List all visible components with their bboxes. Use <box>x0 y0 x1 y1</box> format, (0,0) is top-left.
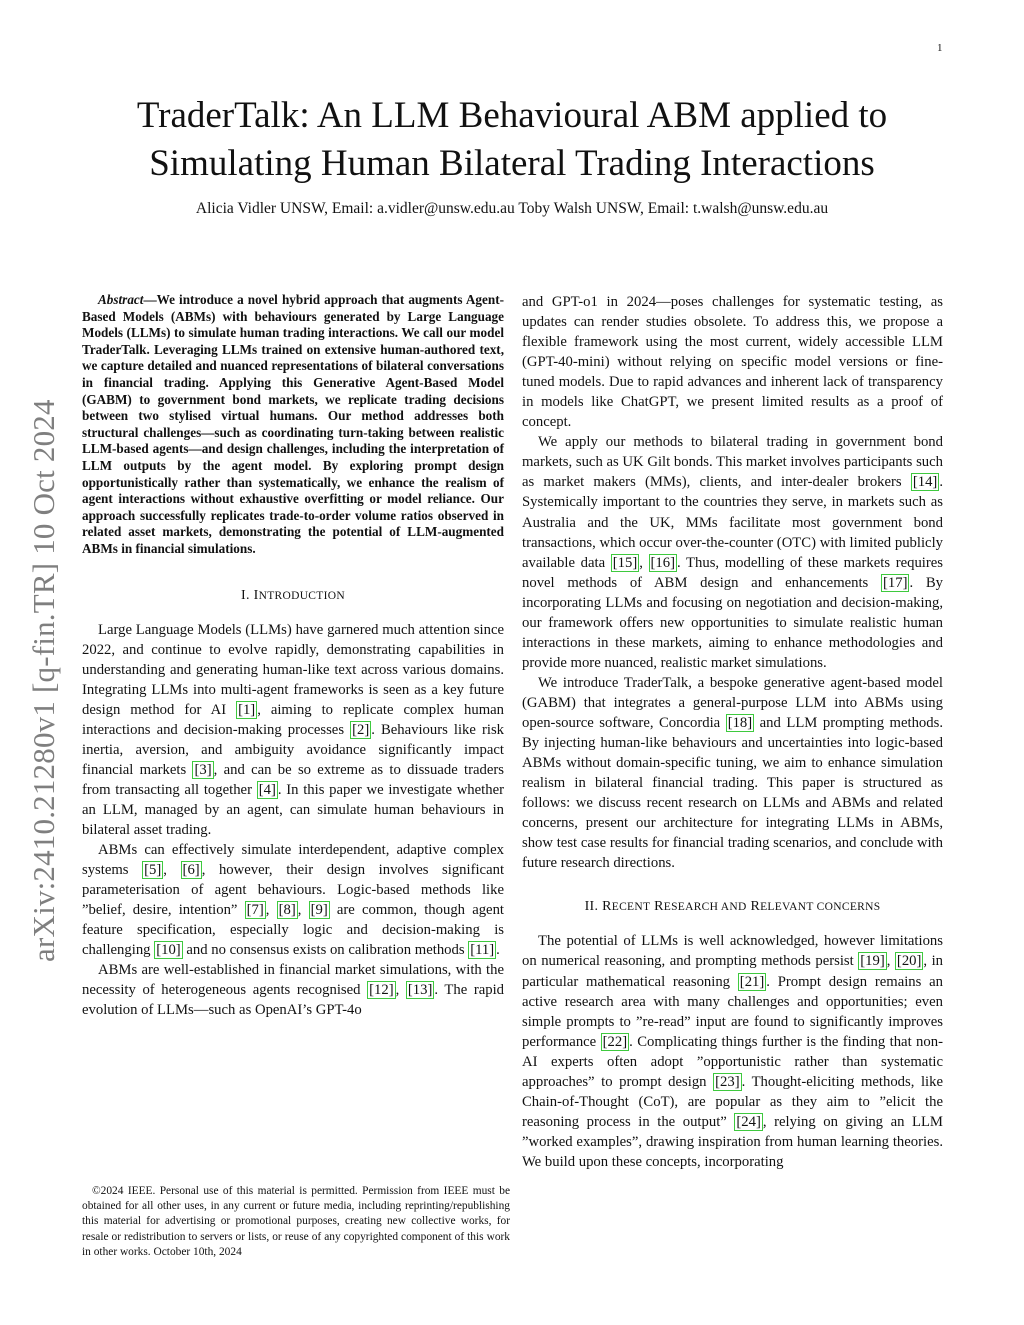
citation-link[interactable]: [7] <box>246 902 264 919</box>
right-paragraph-3: We introduce TraderTalk, a bespoke generative agent-based model (GABM) that integrates a general-purpose LLM into ABMs using open-source software, Concordia [18] and LLM prompting methods. By injecting human-like behaviours and uncertainties into logic-based ABMs without domain-specific tuning, we aim to enhance simulation realism in bilateral financial trading. This paper is structured as follows: we discuss recent research on LLMs and ABMs and related concerns, present our architecture for integrating LLMs in ABMs, show test case results for financial trading scenarios, and conclude with future research directions. <box>522 674 943 872</box>
right-paragraph-4: The potential of LLMs is well acknowledged, however limitations on numerical reasoning, and prompting methods persist [19] , [20] , in particular mathematical reasoning [21] . Prompt design remains an active research area with many challenges and opportunities; even simple prompts to ”re-read” input are found to significantly improves performance [22] . Complicating things further is the finding that non-AI experts often adopt ”opportunistic rather than systematic approaches” to prompt design [23] . Thought-eliciting methods, like Chain-of-Thought (CoT), are popular as they aim to ”elicit the reasoning process in the output” [24] , relying on giving an LLM ”worked examples”, drawing inspiration from human learning theories. We build upon these concepts, incorporating <box>522 933 944 1170</box>
citation-link[interactable]: [21] <box>739 973 765 990</box>
title-line-1: TraderTalk: An LLM Behavioural ABM applied to <box>136 95 888 136</box>
section-title-rest: NTRODUCTION <box>258 589 345 602</box>
citation-link[interactable]: [23] <box>715 1073 740 1090</box>
citation-link[interactable]: [17] <box>882 574 908 591</box>
abstract-text: —We introduce a novel hybrid approach that augments Agent-Based Models (ABMs) with behaviours generated by Large Language Models (LLMs) to simulate human trading interactions. We call our model TraderTalk. Leveraging LLMs trained on extensive human-authored text, we capture detailed and nuanced representations of bilateral conversations in financial trading. Applying this Generative Agent-Based Model (GABM) to government bond markets, we replicate trading decisions between two stylised virtual humans. Our method addresses both structural challenges—such as coordinating turn-taking between realistic LLM-based agents—and design challenges, including the interpretation of LLM outputs by the agent model. By exploring prompt design opportunistically rather than systematically, we enhance the realism of agent interactions without exhaustive overfitting or model reliance. Our approach successfully replicates trade-to-order volume ratios observed in related asset markets, demonstrating the potential of LLM-augmented ABMs in financial simulations. <box>82 292 504 556</box>
citation-link[interactable]: [19] <box>860 953 885 970</box>
citation-link[interactable]: [14] <box>912 474 938 491</box>
author-line: Alicia Vidler UNSW, Email: a.vidler@unsw.edu.au Toby Walsh UNSW, Email: t.walsh@unsw.edu.au <box>195 200 829 217</box>
citation-link[interactable]: [12] <box>369 982 394 999</box>
intro-paragraph-1: Large Language Models (LLMs) have garnered much attention since 2022, and continue to evolve rapidly, demonstrating capabilities in understanding and generating human-like text across various domains. Integrating LLMs into multi-agent frameworks is seen as a key future design method for AI [1] , aiming to replicate complex human interactions and decision-making processes [2] . Behaviours like risk inertia, aversion, and ambiguity avoidance significantly impact financial markets [3] , and can be so extreme as to dissuade traders from transacting all together [4] . In this paper we investigate whether an LLM, managed by an agent, can simulate human behaviours in bilateral asset trading. <box>82 621 505 839</box>
citation-link[interactable]: [11] <box>470 942 495 959</box>
citation-link[interactable]: [2] <box>352 721 370 738</box>
citation-link[interactable]: [6] <box>182 862 200 879</box>
abstract <box>82 292 504 558</box>
section-number: II. <box>584 899 599 915</box>
citation-link[interactable]: [3] <box>194 761 212 778</box>
right-paragraph-2: We apply our methods to bilateral trading in government bond markets, such as UK Gilt bonds. This market involves participants such as market makers (MMs), clients, and inter-dealer brokers [14] . Systemically important to the countries they serve, in markets such as Australia and the UK, MMs facilitate most government bond transactions, which occur over-the-counter (OTC) with limited publicly available data [15] , [16] . Thus, modelling of these markets requires novel methods of ABM design and enhancements [17] . By incorporating LLMs and focusing on negotiation and decision-making, our framework offers new opportunities to simulate realistic human interactions in these markets, aiming to enhance methodologies and provide more nuanced, realistic market simulations. <box>522 434 944 671</box>
citation-link[interactable]: [13] <box>407 982 433 999</box>
citation-link[interactable]: [16] <box>650 554 676 571</box>
citation-link[interactable]: [18] <box>727 714 753 731</box>
citation-link[interactable]: [4] <box>258 781 276 798</box>
citation-link[interactable]: [22] <box>602 1033 628 1050</box>
copyright-footnote: ©2024 IEEE. Personal use of this material is permitted. Permission from IEEE must be obtained for all other uses, in any current or future media, including reprinting/republishing this material for advertising or promotional purposes, creating new collective works, for resale or redistribution to servers or lists, or reuse of any copyrighted component of this work in other works. October 10th, 2024 <box>82 1185 510 1258</box>
citation-link[interactable]: [8] <box>278 902 296 919</box>
section-number: I. <box>241 587 250 603</box>
section-heading-introduction <box>82 586 504 606</box>
section-heading-recent-research: II. RECENT RESEARCH AND RELEVANT CONCERNS <box>584 899 881 915</box>
paper-title <box>0 92 1024 188</box>
citation-link[interactable]: [1] <box>238 701 256 718</box>
citation-link[interactable]: [24] <box>736 1113 761 1130</box>
citation-link[interactable]: [10] <box>156 942 181 959</box>
citation-link[interactable]: [5] <box>144 862 162 879</box>
intro-paragraph-2: ABMs can effectively simulate interdependent, adaptive complex systems [5] , [6] , however, their design involves significant parameterisation of agent behaviours. Logic-based methods like ”belief, desire, intention” [7] , [8] , [9] are common, though agent feature specification, especially logic and decision-making is challenging [10] and no consensus exists on calibration methods [11] . <box>82 842 505 959</box>
left-column <box>82 292 504 1020</box>
right-column <box>522 292 943 1172</box>
intro-paragraph-3: ABMs are well-established in financial market simulations, with the necessity of heterogeneous agents recognised [12] , [13] . The rapid evolution of LLMs—such as OpenAI’s GPT-4o <box>82 962 505 1019</box>
section-initial: I <box>253 587 259 603</box>
citation-link[interactable]: [15] <box>612 554 638 571</box>
arxiv-stamp: arXiv:2410.21280v1 [q-fin.TR] 10 Oct 2024 <box>26 399 61 962</box>
page-number: 1 <box>937 42 943 54</box>
title-line-2: Simulating Human Bilateral Trading Interactions <box>149 143 875 184</box>
right-paragraph-1: and GPT-o1 in 2024—poses challenges for systematic testing, as updates can render studies obsolete. To address this, we propose a flexible framework using the most current, widely accessible LLM (GPT-40-mini) without relying on specific model versions or fine-tuned models. Due to rapid advances and inherent lack of transparency in models like ChatGPT, we present limited results as a proof of concept. <box>522 294 943 431</box>
citation-link[interactable]: [9] <box>310 902 328 919</box>
citation-link[interactable]: [20] <box>896 953 922 970</box>
abstract-label: Abstract <box>98 292 144 307</box>
